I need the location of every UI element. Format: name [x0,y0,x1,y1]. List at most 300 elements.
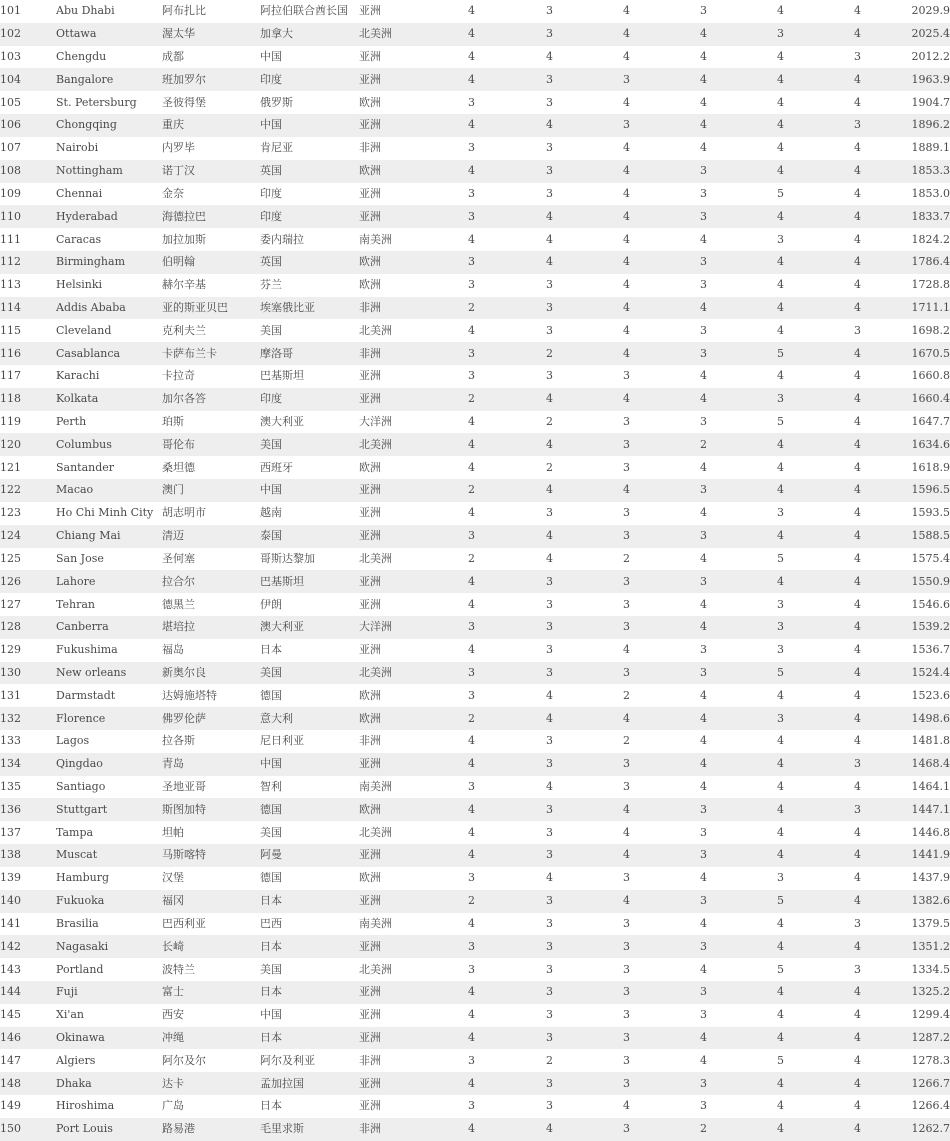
score-cell-6: 4 [819,1095,896,1118]
city-english-cell: Columbus [56,433,162,456]
region-cell: 亚洲 [359,639,432,662]
city-english-cell: Caracas [56,228,162,251]
score-cell-3: 4 [588,342,665,365]
country-cell: 中国 [260,46,359,69]
rank-cell: 108 [0,160,56,183]
city-chinese-cell: 胡志明市 [162,502,260,525]
score-cell-2: 3 [511,935,588,958]
score-cell-3: 4 [588,821,665,844]
rank-cell: 124 [0,525,56,548]
score-cell-2: 3 [511,137,588,160]
city-chinese-cell: 内罗毕 [162,137,260,160]
score-cell-2: 4 [511,1118,588,1141]
score-cell-6: 4 [819,867,896,890]
score-cell-3: 4 [588,0,665,23]
score-cell-3: 3 [588,1072,665,1095]
score-cell-6: 4 [819,548,896,571]
rank-cell: 142 [0,935,56,958]
rank-cell: 132 [0,707,56,730]
rank-cell: 143 [0,958,56,981]
score-cell-6: 4 [819,137,896,160]
score-cell-5: 3 [742,616,819,639]
rank-cell: 140 [0,890,56,913]
country-cell: 摩洛哥 [260,342,359,365]
region-cell: 欧洲 [359,707,432,730]
score-cell-2: 4 [511,776,588,799]
table-row [0,297,950,320]
rank-cell: 121 [0,456,56,479]
city-chinese-cell: 拉各斯 [162,730,260,753]
total-score-cell: 1441.9 [896,844,950,867]
country-cell: 委内瑞拉 [260,228,359,251]
region-cell: 亚洲 [359,593,432,616]
score-cell-5: 4 [742,365,819,388]
score-cell-2: 3 [511,1027,588,1050]
city-english-cell: Okinawa [56,1027,162,1050]
score-cell-2: 2 [511,342,588,365]
country-cell: 智利 [260,776,359,799]
score-cell-1: 3 [432,935,511,958]
rank-cell: 118 [0,388,56,411]
score-cell-4: 3 [665,639,742,662]
city-english-cell: Helsinki [56,274,162,297]
city-english-cell: Karachi [56,365,162,388]
region-cell: 亚洲 [359,205,432,228]
score-cell-2: 3 [511,183,588,206]
table-row [0,958,950,981]
score-cell-3: 3 [588,958,665,981]
total-score-cell: 1498.6 [896,707,950,730]
score-cell-1: 2 [432,707,511,730]
city-chinese-cell: 澳门 [162,479,260,502]
score-cell-2: 4 [511,479,588,502]
region-cell: 北美洲 [359,958,432,981]
score-cell-6: 4 [819,274,896,297]
total-score-cell: 1550.9 [896,570,950,593]
city-chinese-cell: 德黑兰 [162,593,260,616]
score-cell-2: 3 [511,0,588,23]
region-cell: 北美洲 [359,548,432,571]
country-cell: 中国 [260,114,359,137]
region-cell: 亚洲 [359,753,432,776]
city-chinese-cell: 克利夫兰 [162,319,260,342]
score-cell-2: 3 [511,753,588,776]
total-score-cell: 1266.4 [896,1095,950,1118]
region-cell: 非洲 [359,342,432,365]
score-cell-1: 3 [432,776,511,799]
score-cell-1: 4 [432,114,511,137]
score-cell-5: 4 [742,525,819,548]
region-cell: 大洋洲 [359,616,432,639]
score-cell-4: 3 [665,0,742,23]
score-cell-6: 4 [819,342,896,365]
total-score-cell: 1588.5 [896,525,950,548]
city-english-cell: Casablanca [56,342,162,365]
score-cell-2: 4 [511,388,588,411]
region-cell: 非洲 [359,1049,432,1072]
score-cell-1: 4 [432,1027,511,1050]
city-chinese-cell: 珀斯 [162,411,260,434]
country-cell: 加拿大 [260,23,359,46]
city-english-cell: Portland [56,958,162,981]
score-cell-5: 3 [742,593,819,616]
table-row [0,798,950,821]
score-cell-5: 4 [742,297,819,320]
region-cell: 亚洲 [359,570,432,593]
score-cell-3: 3 [588,1049,665,1072]
region-cell: 欧洲 [359,684,432,707]
score-cell-1: 3 [432,1049,511,1072]
table-row [0,114,950,137]
score-cell-3: 4 [588,319,665,342]
score-cell-1: 3 [432,1095,511,1118]
total-score-cell: 2012.2 [896,46,950,69]
score-cell-2: 3 [511,616,588,639]
rank-cell: 106 [0,114,56,137]
score-cell-3: 4 [588,251,665,274]
region-cell: 欧洲 [359,251,432,274]
score-cell-6: 3 [819,319,896,342]
score-cell-1: 4 [432,502,511,525]
score-cell-6: 3 [819,114,896,137]
score-cell-3: 3 [588,593,665,616]
score-cell-2: 3 [511,1095,588,1118]
score-cell-6: 4 [819,23,896,46]
score-cell-4: 4 [665,137,742,160]
country-cell: 德国 [260,867,359,890]
score-cell-3: 4 [588,707,665,730]
city-english-cell: Abu Dhabi [56,0,162,23]
city-chinese-cell: 圣彼得堡 [162,91,260,114]
score-cell-2: 3 [511,365,588,388]
region-cell: 亚洲 [359,68,432,91]
region-cell: 亚洲 [359,479,432,502]
rank-cell: 136 [0,798,56,821]
region-cell: 非洲 [359,1118,432,1141]
score-cell-6: 4 [819,593,896,616]
table-row [0,46,950,69]
rank-cell: 102 [0,23,56,46]
score-cell-3: 3 [588,616,665,639]
score-cell-3: 4 [588,1095,665,1118]
city-english-cell: Brasilia [56,913,162,936]
city-english-cell: Port Louis [56,1118,162,1141]
city-chinese-cell: 冲绳 [162,1027,260,1050]
rank-cell: 122 [0,479,56,502]
score-cell-2: 3 [511,68,588,91]
total-score-cell: 2029.9 [896,0,950,23]
city-english-cell: Tampa [56,821,162,844]
city-chinese-cell: 坦帕 [162,821,260,844]
score-cell-4: 4 [665,114,742,137]
city-english-cell: Chongqing [56,114,162,137]
score-cell-3: 2 [588,730,665,753]
table-row [0,639,950,662]
rank-cell: 130 [0,662,56,685]
rank-cell: 113 [0,274,56,297]
score-cell-2: 3 [511,319,588,342]
city-english-cell: Addis Ababa [56,297,162,320]
total-score-cell: 1833.7 [896,205,950,228]
score-cell-6: 3 [819,798,896,821]
city-chinese-cell: 重庆 [162,114,260,137]
score-cell-6: 4 [819,91,896,114]
region-cell: 南美洲 [359,913,432,936]
city-chinese-cell: 阿尔及尔 [162,1049,260,1072]
score-cell-1: 3 [432,958,511,981]
score-cell-3: 4 [588,137,665,160]
score-cell-3: 4 [588,228,665,251]
score-cell-6: 4 [819,228,896,251]
table-row [0,1004,950,1027]
score-cell-5: 4 [742,205,819,228]
table-row [0,890,950,913]
score-cell-2: 3 [511,91,588,114]
city-chinese-cell: 成都 [162,46,260,69]
score-cell-3: 4 [588,91,665,114]
score-cell-6: 4 [819,639,896,662]
city-english-cell: Dhaka [56,1072,162,1095]
country-cell: 肯尼亚 [260,137,359,160]
country-cell: 阿拉伯联合酋长国 [260,0,359,23]
score-cell-5: 4 [742,844,819,867]
rank-cell: 126 [0,570,56,593]
country-cell: 日本 [260,1095,359,1118]
score-cell-6: 4 [819,776,896,799]
table-row [0,684,950,707]
country-cell: 毛里求斯 [260,1118,359,1141]
score-cell-6: 4 [819,456,896,479]
score-cell-5: 4 [742,1027,819,1050]
rank-cell: 114 [0,297,56,320]
city-english-cell: Xi'an [56,1004,162,1027]
rank-cell: 123 [0,502,56,525]
country-cell: 日本 [260,935,359,958]
score-cell-4: 3 [665,319,742,342]
table-row [0,411,950,434]
city-chinese-cell: 福冈 [162,890,260,913]
city-english-cell: Macao [56,479,162,502]
score-cell-2: 3 [511,913,588,936]
score-cell-1: 4 [432,913,511,936]
score-cell-4: 4 [665,707,742,730]
city-english-cell: San Jose [56,548,162,571]
score-cell-2: 4 [511,707,588,730]
city-chinese-cell: 诺丁汉 [162,160,260,183]
table-row [0,593,950,616]
country-cell: 印度 [260,68,359,91]
table-row [0,525,950,548]
score-cell-2: 4 [511,433,588,456]
score-cell-2: 4 [511,114,588,137]
total-score-cell: 1698.2 [896,319,950,342]
score-cell-3: 3 [588,525,665,548]
region-cell: 亚洲 [359,890,432,913]
score-cell-1: 4 [432,228,511,251]
city-english-cell: Qingdao [56,753,162,776]
score-cell-6: 3 [819,753,896,776]
total-score-cell: 1468.4 [896,753,950,776]
score-cell-5: 4 [742,46,819,69]
country-cell: 印度 [260,205,359,228]
region-cell: 亚洲 [359,981,432,1004]
table-row [0,205,950,228]
score-cell-5: 3 [742,639,819,662]
city-chinese-cell: 佛罗伦萨 [162,707,260,730]
score-cell-2: 4 [511,228,588,251]
table-row [0,433,950,456]
score-cell-1: 2 [432,548,511,571]
score-cell-5: 4 [742,798,819,821]
score-cell-6: 4 [819,0,896,23]
score-cell-4: 3 [665,935,742,958]
score-cell-2: 3 [511,890,588,913]
table-row [0,730,950,753]
table-row [0,913,950,936]
table-row [0,502,950,525]
rank-cell: 134 [0,753,56,776]
score-cell-3: 3 [588,411,665,434]
country-cell: 英国 [260,251,359,274]
score-cell-1: 3 [432,342,511,365]
score-cell-4: 3 [665,251,742,274]
city-chinese-cell: 亚的斯亚贝巴 [162,297,260,320]
total-score-cell: 1853.3 [896,160,950,183]
table-row [0,844,950,867]
score-cell-6: 4 [819,981,896,1004]
total-score-cell: 1546.6 [896,593,950,616]
score-cell-1: 3 [432,684,511,707]
country-cell: 芬兰 [260,274,359,297]
score-cell-5: 3 [742,502,819,525]
score-cell-3: 3 [588,1004,665,1027]
city-english-cell: Santander [56,456,162,479]
score-cell-2: 3 [511,730,588,753]
city-chinese-cell: 青岛 [162,753,260,776]
city-chinese-cell: 渥太华 [162,23,260,46]
rank-cell: 133 [0,730,56,753]
country-cell: 西班牙 [260,456,359,479]
rank-cell: 109 [0,183,56,206]
city-english-cell: Kolkata [56,388,162,411]
city-english-cell: Nairobi [56,137,162,160]
city-chinese-cell: 新奥尔良 [162,662,260,685]
score-cell-6: 4 [819,388,896,411]
total-score-cell: 1670.5 [896,342,950,365]
city-english-cell: Canberra [56,616,162,639]
rank-cell: 116 [0,342,56,365]
rank-cell: 101 [0,0,56,23]
table-row [0,0,950,23]
total-score-cell: 1647.7 [896,411,950,434]
total-score-cell: 1536.7 [896,639,950,662]
country-cell: 美国 [260,662,359,685]
score-cell-4: 4 [665,502,742,525]
total-score-cell: 1786.4 [896,251,950,274]
city-english-cell: Stuttgart [56,798,162,821]
score-cell-5: 4 [742,776,819,799]
score-cell-3: 3 [588,981,665,1004]
score-cell-4: 3 [665,662,742,685]
city-english-cell: Perth [56,411,162,434]
total-score-cell: 1896.2 [896,114,950,137]
score-cell-2: 3 [511,1072,588,1095]
score-cell-1: 3 [432,274,511,297]
score-cell-3: 4 [588,639,665,662]
score-cell-4: 4 [665,753,742,776]
table-row [0,183,950,206]
score-cell-5: 4 [742,1095,819,1118]
table-row [0,91,950,114]
city-english-cell: Ottawa [56,23,162,46]
score-cell-4: 3 [665,160,742,183]
score-cell-4: 4 [665,867,742,890]
total-score-cell: 1593.5 [896,502,950,525]
table-row [0,821,950,844]
score-cell-1: 4 [432,639,511,662]
country-cell: 美国 [260,433,359,456]
score-cell-1: 3 [432,183,511,206]
city-english-cell: Hamburg [56,867,162,890]
region-cell: 亚洲 [359,365,432,388]
score-cell-4: 3 [665,890,742,913]
score-cell-3: 3 [588,935,665,958]
city-chinese-cell: 卡拉奇 [162,365,260,388]
total-score-cell: 1278.3 [896,1049,950,1072]
table-row [0,388,950,411]
score-cell-5: 4 [742,0,819,23]
score-cell-4: 4 [665,958,742,981]
score-cell-5: 4 [742,160,819,183]
score-cell-3: 4 [588,46,665,69]
score-cell-4: 4 [665,23,742,46]
city-english-cell: Hyderabad [56,205,162,228]
city-chinese-cell: 广岛 [162,1095,260,1118]
region-cell: 亚洲 [359,502,432,525]
total-score-cell: 1711.1 [896,297,950,320]
score-cell-6: 4 [819,730,896,753]
table-row [0,456,950,479]
score-cell-1: 4 [432,570,511,593]
total-score-cell: 1904.7 [896,91,950,114]
city-chinese-cell: 路易港 [162,1118,260,1141]
score-cell-6: 4 [819,183,896,206]
city-english-cell: Ho Chi Minh City [56,502,162,525]
score-cell-4: 4 [665,616,742,639]
region-cell: 亚洲 [359,0,432,23]
score-cell-6: 4 [819,1004,896,1027]
score-cell-4: 3 [665,1004,742,1027]
score-cell-5: 4 [742,1072,819,1095]
region-cell: 大洋洲 [359,411,432,434]
table-row [0,707,950,730]
total-score-cell: 1262.7 [896,1118,950,1141]
country-cell: 日本 [260,1027,359,1050]
score-cell-4: 4 [665,297,742,320]
table-row [0,160,950,183]
table-row [0,1027,950,1050]
city-english-cell: Fukushima [56,639,162,662]
city-english-cell: Algiers [56,1049,162,1072]
city-chinese-cell: 福岛 [162,639,260,662]
rank-cell: 107 [0,137,56,160]
total-score-cell: 1523.6 [896,684,950,707]
score-cell-3: 3 [588,662,665,685]
score-cell-6: 4 [819,433,896,456]
table-row [0,662,950,685]
score-cell-1: 4 [432,1072,511,1095]
rank-cell: 111 [0,228,56,251]
